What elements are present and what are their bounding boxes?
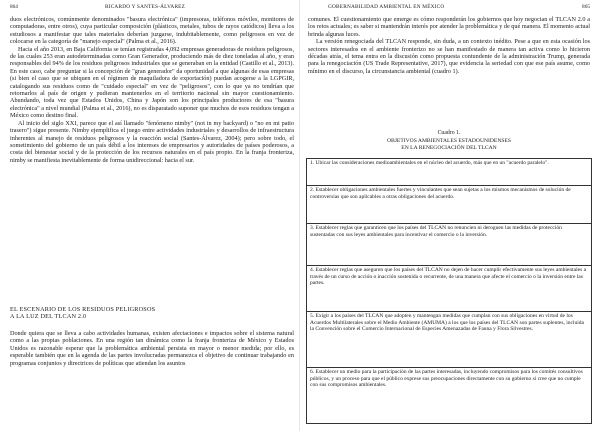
table-row: 5. Exigir a los países del TLCAN que adopten y mantengan medidas que cumplan con sus obligaciones en virtud de los Acuerdos Multilaterales sobre el Medio Ambiente (AMUMA) a los que los países del TLCAN son partes suplentes, incluida la Convención sobre el Comercio Internacional de Especies Amenazadas de Fauna y Flora Silvestres.: [307, 311, 591, 367]
table-caption-line: OBJETIVOS AMBIENTALES ESTADOUNIDENSES: [386, 138, 512, 144]
section-heading-line: A LA LUZ DEL TLCAN 2.0: [10, 313, 87, 321]
table-row: 6. Establecer un medio para la participación de las partes interesadas, incluyendo compromisos para los comités consultivos públicos, y un proceso para que el público exprese sus preocupaciones directamente con su gobierno si cree que no cumple con sus compromisos ambientales.: [307, 367, 591, 423]
table-caption: [308, 138, 590, 152]
table-number: Cuadro 1.: [437, 130, 461, 136]
paragraph: La versión renegociada del TLCAN responde, sin duda, a un contexto inédito. Pese a que en esta ocasión los sectores interesados en el ambiente fronterizo no se han manifestado de manera tan activa como lo hicieron décadas atrás, el tema entra en la discusión como propuesta contundente de la administración Trump, generada para la renegociación (US Trade Representative, 2017), que evidencia la seriedad con que ese país asume, como mínimo en el discurso, la circunstancia ambiental (cuadro 1).: [308, 38, 590, 75]
section-body-text: [10, 330, 294, 367]
table-row: 3. Establecer reglas que garanticen que los países del TLCAN no renuncien ni deroguen las medidas de protección sustentadas con sus leyes ambientales para incentivar el comercio o la inversión.: [307, 223, 591, 265]
paragraph: duos electrónicos, comúnmente denominados "basura electrónica" (impresoras, teléfonos móviles, monitores de computadoras, entre otros), cuya particular composición (plásticos, metales, tubos de rayos catódicos) lleva a los estudiosos a manifestar que tales materiales deberían juzgarse, indubitablemente, como peligrosos en vez de colocarse en la categoría de "manejo especial" (Palma et al., 2016).: [10, 16, 294, 46]
right-running-head: GOBERNABILIDAD AMBIENTAL EN MÉXICO: [328, 4, 445, 10]
table-row: 4. Establecer reglas que aseguren que los países del TLCAN no dejen de hacer cumplir efectivamente sus leyes ambientales a través de un curso de acción o inacción sostenida o recurrente, de una manera que afecte el comercio o la inversión entre las partes.: [307, 265, 591, 311]
left-page-number: 864: [10, 4, 18, 10]
paragraph: comunes. El cuestionamiento que emerge es cómo responderán los gobiernos que hoy negocian el TLCAN 2.0 a los retos actuales; es saber si mantendrán interés por atender la problemática y de qué manera. El momento actual brinda algunas luces.: [308, 16, 590, 38]
gutter-divider: [299, 0, 300, 431]
paragraph: Donde quiera que se lleva a cabo actividades humanas, existen afectaciones e impactos sobre el sistema natural como a las propias poblaciones. En una región tan dinámica como la franja fronteriza de México y Estados Unidos es razonable esperar que la problemática ambiental persista en mayor o menor medida; por ello, es esperable también que en la agenda de las partes involucradas permanezca el objetivo de continuar trabajando en programas conjuntos y directrices de políticas que atiendan los asuntos: [10, 330, 294, 367]
objectives-table: [306, 158, 592, 424]
section-heading: [10, 306, 294, 321]
section-heading-line: EL ESCENARIO DE LOS RESIDUOS PELIGROSOS: [10, 306, 156, 313]
right-page-number: 865: [582, 4, 590, 10]
paragraph: Al inicio del siglo XXI, parece que el así llamado "fenómeno nimby" (not in my backyard) o "no en mi patio trasero") sigue presente. Nimby ejemplifica el juego entre actividades industriales y desarrollos de infraestructura inherentes al manejo de residuos peligrosos y la reacción social (Santes-Álvarez, 2004); pero sobre todo, el sometimiento del gobierno de un país débil a los intereses de empresarios y autoridades de países poderosos, a costa del bienestar social y de la protección de los recursos naturales en el país propio. En la franja fronteriza, nimby se manifiesta inevitablemente de forma unidireccional: hacia el sur.: [10, 119, 294, 164]
table-caption-line: EN LA RENEGOCIACIÓN DEL TLCAN: [401, 145, 497, 151]
left-body-text: [10, 16, 294, 164]
table-row: 1. Ubicar las consideraciones medioambientales en el núcleo del acuerdo, más que en un "acuerdo paralelo".: [310, 160, 549, 166]
right-body-text: [308, 16, 590, 75]
left-running-head: RICARDO Y SANTES-ÁLVAREZ: [105, 4, 186, 10]
paragraph: Hacia el año 2013, en Baja California se tenían registradas 4,092 empresas generadoras de residuos peligrosos, de las cuales 253 eran autodeterminadas como Gran Generador, produciendo más de diez toneladas al año, y eran responsables del 94% de los residuos peligrosos industriales que se generaban en la entidad (Castillo et al., 2013). En este caso, cabe preguntar si la concepción de "gran generador" da oportunidad a que algunas de esas empresas (si bien el caso que se ubiquen en el régimen de maquiladora de exportación) puedan acogerse a la LGPGIR, catalogando sus residuos como de "cuidado especial" en vez de "peligrosos", con lo que ya no tendrían que retornarlos al país de origen y pudieran mantenerlos en el territorio nacional sin mayor cuestionamiento. Abundando, toda vez que Estados Unidos, China y Japón son los principales productores de esa "basura electrónica" a nivel mundial (Palma et al., 2016), no es disparatado suponer que muchos de esos residuos tengan a México como destino final.: [10, 45, 294, 120]
table-row: 2. Establecer obligaciones ambientales fuertes y vinculantes que sean sujetas a los mismos mecanismos de solución de controversias que son aplicables a otras obligaciones del acuerdo.: [307, 185, 591, 223]
